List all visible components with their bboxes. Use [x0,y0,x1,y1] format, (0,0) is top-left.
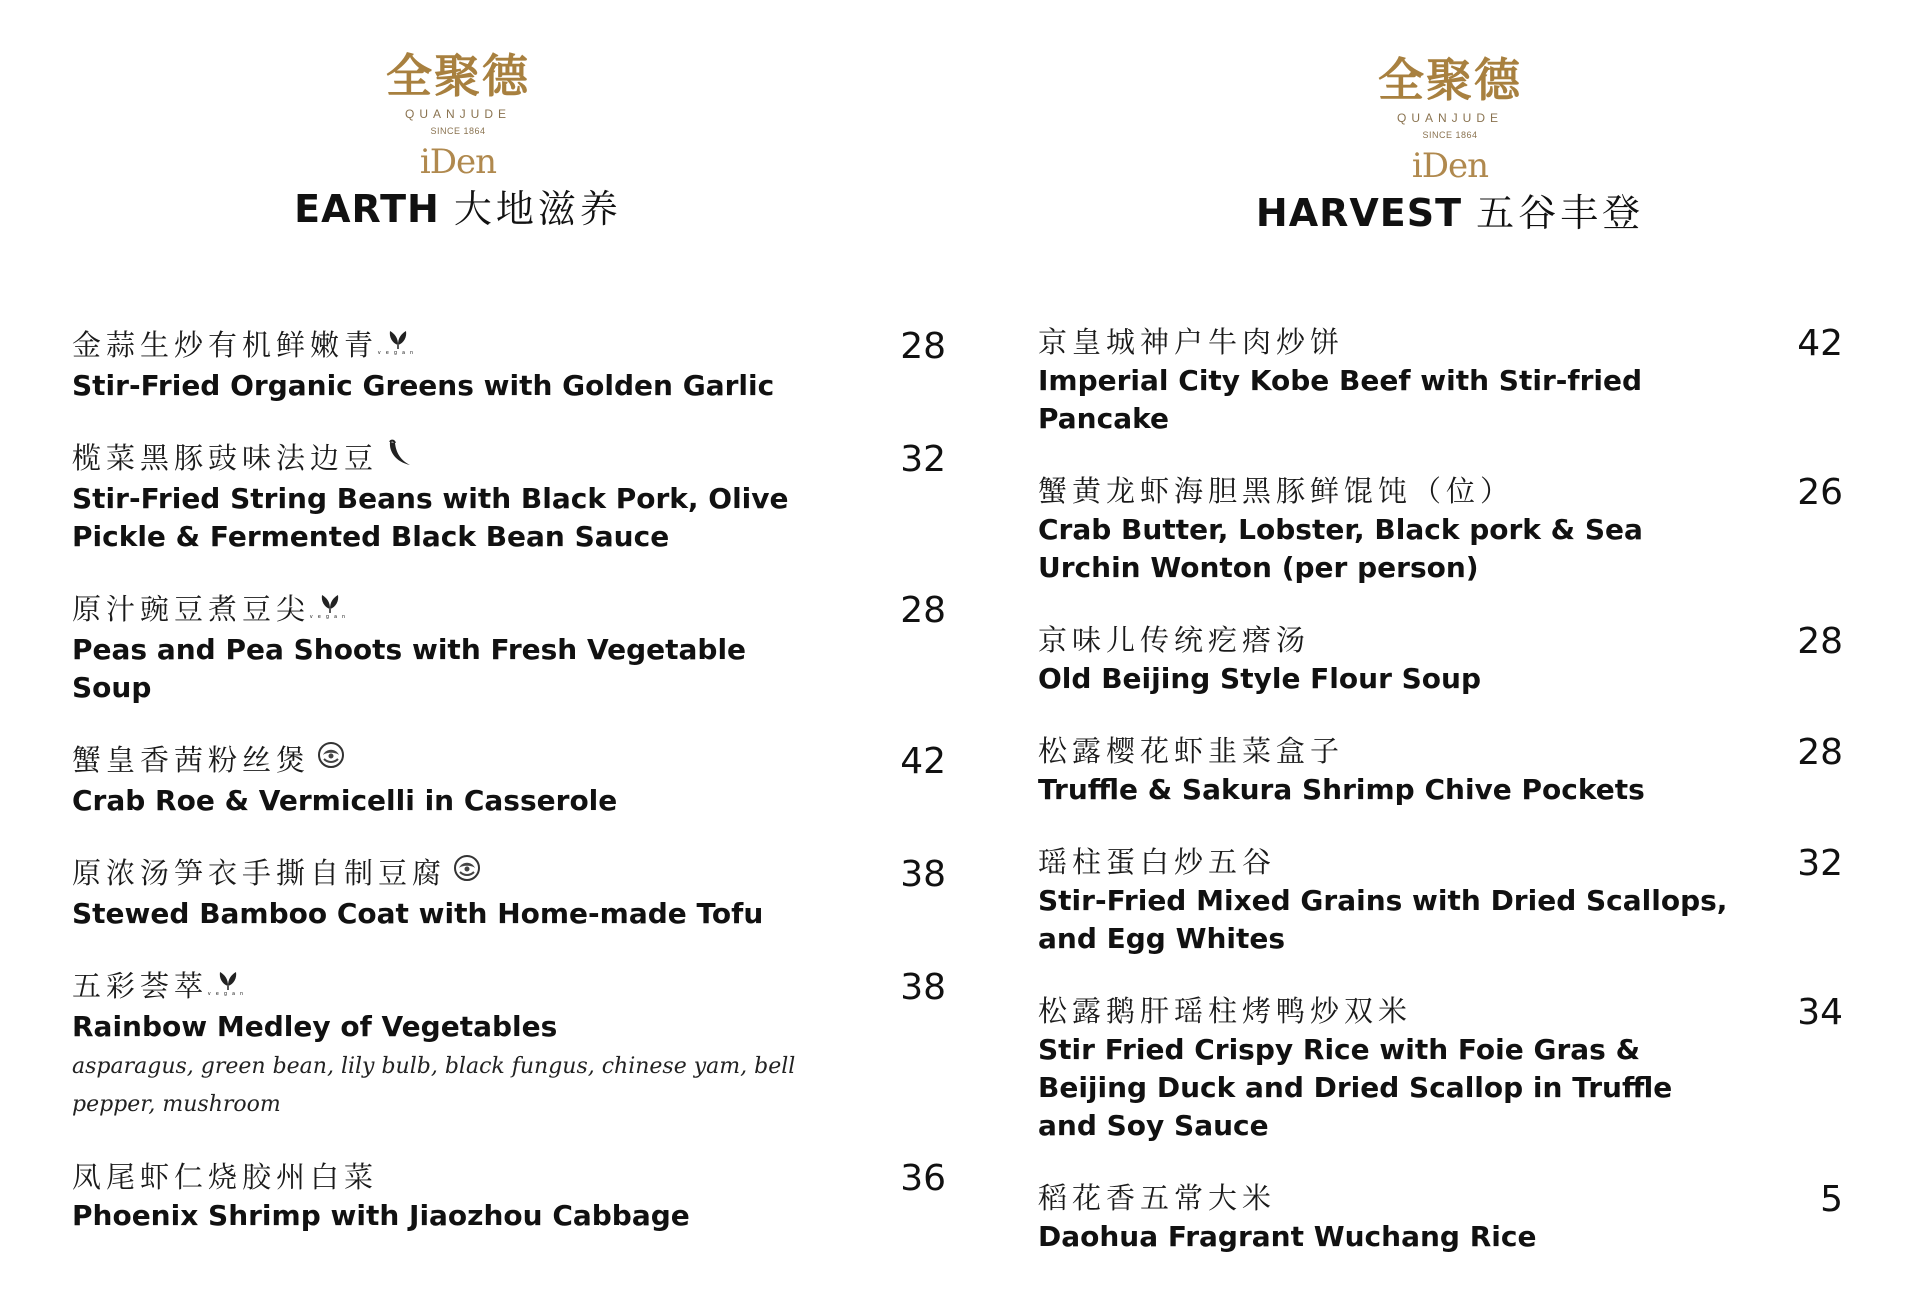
dish-name-en: Phoenix Shrimp with Jiaozhou Cabbage [72,1199,690,1232]
menu-item [1038,322,1843,438]
dish-name-cn: 松露樱花虾韭菜盒子 [1038,734,1345,768]
brand-name-en: QUANJUDE [1396,111,1503,125]
dish-name-en: Peas and Pea Shoots with Fresh Vegetable Soup [72,633,747,704]
dish-name-cn: 瑶柱蛋白炒五谷 [1038,845,1277,879]
dish-price: 42 [900,741,946,782]
menu-page-left [0,0,960,1242]
chili-icon [384,438,414,478]
dish-price: 28 [900,590,946,631]
section-title-cn: 大地滋养 [453,187,622,231]
dish-price: 34 [1797,992,1843,1033]
svg-text:vegan: vegan [377,350,419,356]
signature-icon [316,740,346,780]
dish-name-cn: 金蒜生炒有机鲜嫩青 [72,328,379,362]
menu-item [1038,471,1843,587]
menu-item [72,325,946,405]
brand-logo [386,48,530,182]
svg-text:vegan: vegan [309,614,351,620]
dish-name-en: Stir-Fried Mixed Grains with Dried Scallops, and Egg Whites [1038,884,1728,955]
vegan-leaf-icon [309,589,351,629]
menu-item [72,740,946,820]
dish-price: 28 [1797,621,1843,662]
dish-name-cn: 原汁豌豆煮豆尖 [72,592,311,626]
dish-price: 38 [900,854,946,895]
dish-name-cn: 蟹皇香茜粉丝煲 [72,743,311,777]
dish-name-en: Crab Roe & Vermicelli in Casserole [72,784,618,817]
menu-item [1038,731,1843,809]
svg-text:vegan: vegan [207,991,249,997]
brand-logo [1378,52,1522,186]
section-title [0,184,938,234]
sub-brand-logo: iDen [419,142,497,182]
dish-price: 32 [900,439,946,480]
dish-name-en: Crab Butter, Lobster, Black pork & Sea Urchin Wonton (per person) [1038,513,1643,584]
menu-item [1038,842,1843,958]
dish-name-en: Stir-Fried Organic Greens with Golden Garlic [72,369,775,402]
menu-item [72,1157,946,1235]
menu-item [1038,991,1843,1145]
dish-name-en: Truffle & Sakura Shrimp Chive Pockets [1038,773,1645,806]
dish-name-en: Daohua Fragrant Wuchang Rice [1038,1220,1537,1253]
dish-price: 36 [900,1158,946,1199]
dish-name-cn: 五彩荟萃 [72,969,209,1003]
menu-item [1038,620,1843,698]
brand-since: SINCE 1864 [1422,130,1478,140]
brand-since: SINCE 1864 [430,126,486,136]
dish-name-cn: 京味儿传统疙瘩汤 [1038,623,1311,657]
dish-name-cn: 榄菜黑豚豉味法边豆 [72,441,379,475]
dish-price: 32 [1797,843,1843,884]
dish-name-cn: 稻花香五常大米 [1038,1181,1277,1215]
left-header [0,48,938,234]
dish-name-cn: 松露鹅肝瑶柱烤鸭炒双米 [1038,994,1413,1028]
dish-name-en: Stewed Bamboo Coat with Home-made Tofu [72,897,764,930]
brand-name-en: QUANJUDE [404,107,511,121]
dish-price: 5 [1820,1179,1843,1220]
section-title-en: HARVEST [1255,191,1463,235]
section-title-en: EARTH [294,187,440,231]
dish-ingredients-note: asparagus, green bean, lily bulb, black fungus, chinese yam, bell pepper, mushroom [72,1054,796,1117]
menu-item [72,589,946,707]
right-header [970,52,1930,238]
menu-item [1038,1178,1843,1256]
section-title-cn: 五谷丰登 [1476,191,1645,235]
menu-item [72,853,946,933]
signature-icon [452,853,482,893]
dish-name-cn: 凤尾虾仁烧胶州白菜 [72,1160,379,1194]
dish-price: 28 [1797,732,1843,773]
menu-item [72,966,946,1124]
dish-price: 26 [1797,472,1843,513]
dish-name-en: Stir Fried Crispy Rice with Foie Gras & Beijing Duck and Dried Scallop in Truffle and Soy Sauce [1038,1033,1673,1142]
dish-name-cn: 京皇城神户牛肉炒饼 [1038,325,1345,359]
section-title [970,188,1930,238]
dish-name-en: Stir-Fried String Beans with Black Pork, Olive Pickle & Fermented Black Bean Sauce [72,482,789,553]
menu-list-earth [72,325,946,1268]
dish-price: 38 [900,967,946,1008]
dish-name-en: Imperial City Kobe Beef with Stir-fried Pancake [1038,364,1643,435]
vegan-leaf-icon [377,325,419,365]
menu-page-right [960,0,1920,1253]
menu-item [72,438,946,556]
dish-name-en: Old Beijing Style Flour Soup [1038,662,1482,695]
dish-name-cn: 原浓汤笋衣手撕自制豆腐 [72,856,447,890]
dish-name-en: Rainbow Medley of Vegetables [72,1010,558,1043]
vegan-leaf-icon [207,966,249,1006]
menu-list-harvest [1038,322,1843,1289]
dish-name-cn: 蟹黄龙虾海胆黑豚鲜馄饨（位） [1038,474,1515,508]
brand-name-cn: 全聚德 [386,49,530,103]
dish-price: 42 [1797,323,1843,364]
sub-brand-logo: iDen [1411,146,1489,186]
brand-name-cn: 全聚德 [1378,53,1522,107]
dish-price: 28 [900,326,946,367]
